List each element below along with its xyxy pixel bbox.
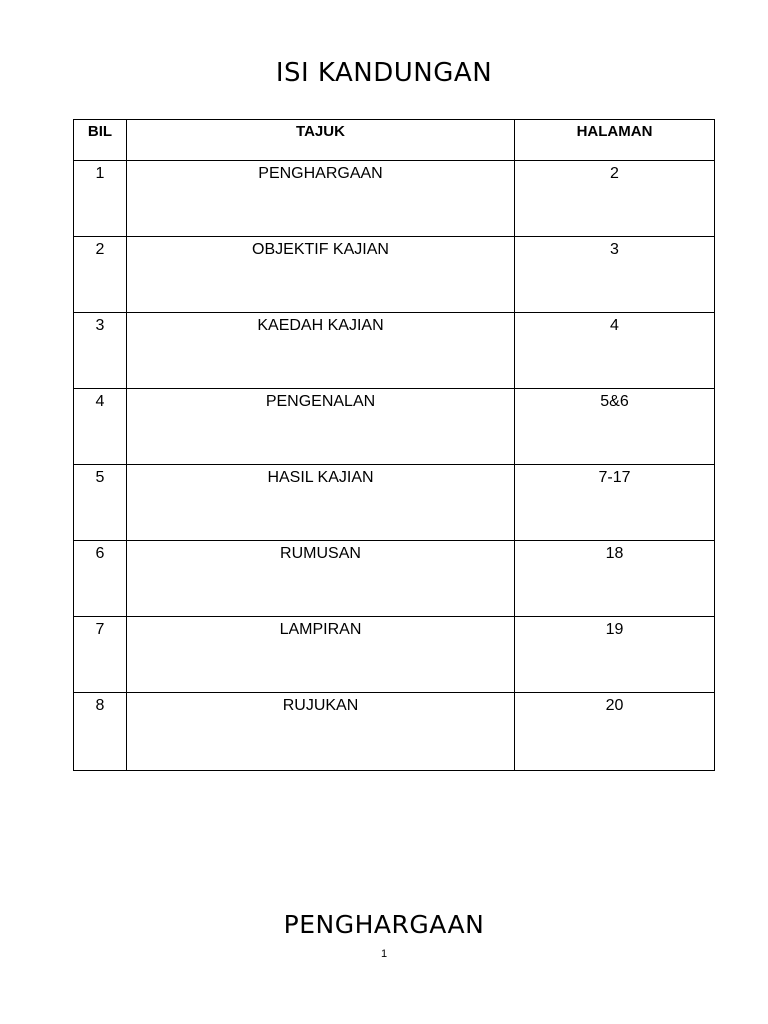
table-row	[74, 465, 715, 541]
table-of-contents	[73, 119, 715, 771]
cell-tajuk: PENGHARGAAN	[127, 161, 515, 237]
cell-bil: 4	[74, 389, 127, 465]
table-row	[74, 237, 715, 313]
cell-bil: 8	[74, 693, 127, 771]
cell-tajuk: HASIL KAJIAN	[127, 465, 515, 541]
cell-bil: 3	[74, 313, 127, 389]
cell-halaman: 20	[515, 693, 715, 771]
cell-bil: 2	[74, 237, 127, 313]
cell-bil: 7	[74, 617, 127, 693]
table-header-row	[74, 120, 715, 161]
cell-halaman: 19	[515, 617, 715, 693]
cell-tajuk: KAEDAH KAJIAN	[127, 313, 515, 389]
cell-halaman: 18	[515, 541, 715, 617]
cell-halaman: 3	[515, 237, 715, 313]
cell-tajuk: RUJUKAN	[127, 693, 515, 771]
section-heading: PENGHARGAAN	[283, 910, 485, 939]
cell-tajuk: LAMPIRAN	[127, 617, 515, 693]
page-title: ISI KANDUNGAN	[275, 58, 493, 88]
table-row	[74, 693, 715, 771]
table-row	[74, 617, 715, 693]
cell-bil: 1	[74, 161, 127, 237]
cell-halaman: 7-17	[515, 465, 715, 541]
column-header-halaman: HALAMAN	[515, 120, 715, 161]
cell-halaman: 4	[515, 313, 715, 389]
table-row	[74, 389, 715, 465]
table-row	[74, 541, 715, 617]
cell-halaman: 5&6	[515, 389, 715, 465]
cell-bil: 5	[74, 465, 127, 541]
table-row	[74, 313, 715, 389]
cell-tajuk: PENGENALAN	[127, 389, 515, 465]
column-header-tajuk: TAJUK	[127, 120, 515, 161]
cell-tajuk: RUMUSAN	[127, 541, 515, 617]
column-header-bil: BIL	[74, 120, 127, 161]
table-row	[74, 161, 715, 237]
cell-halaman: 2	[515, 161, 715, 237]
cell-tajuk: OBJEKTIF KAJIAN	[127, 237, 515, 313]
page-number: 1	[380, 948, 388, 960]
cell-bil: 6	[74, 541, 127, 617]
